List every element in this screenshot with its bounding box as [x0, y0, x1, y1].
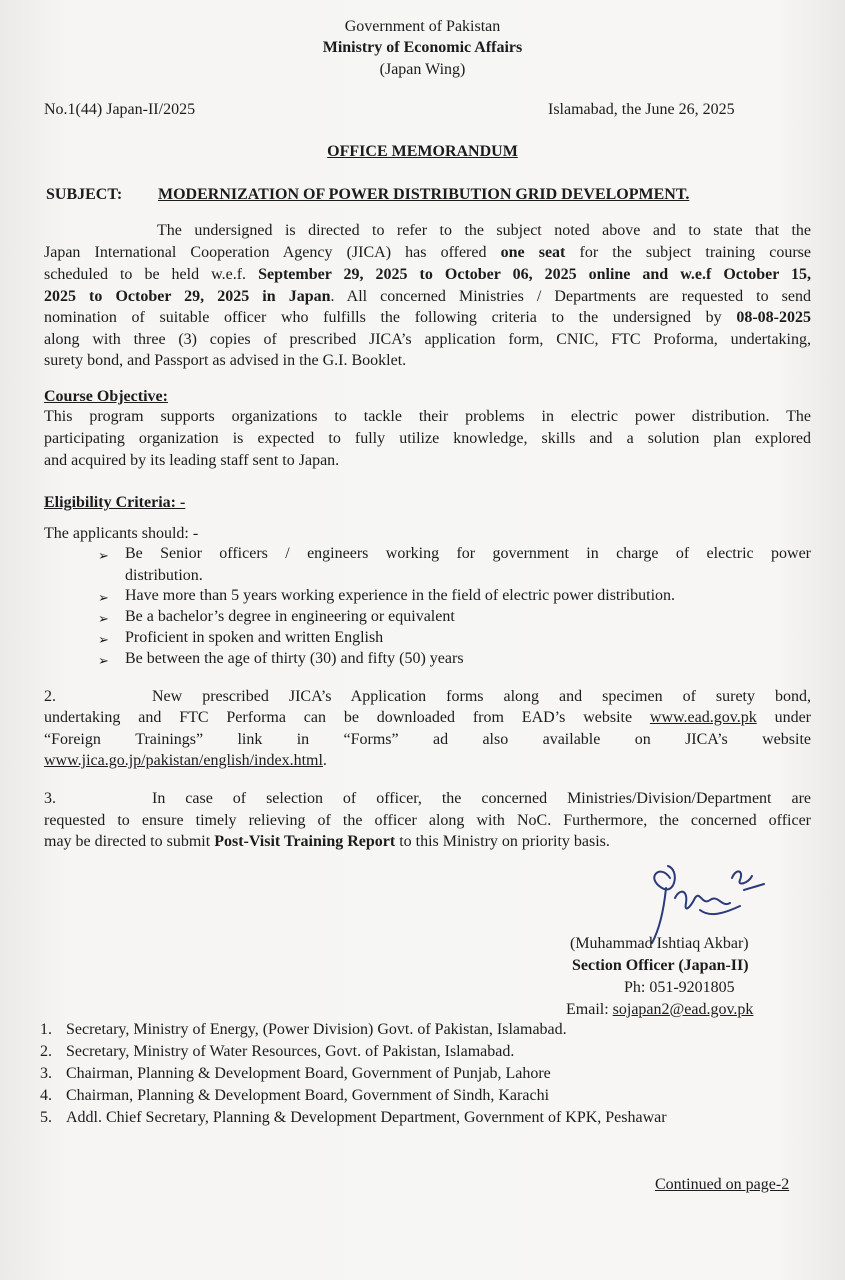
para2-line3-word: website [762, 731, 811, 748]
course-objective-heading: Course Objective: [44, 388, 168, 405]
distribution-item: Secretary, Ministry of Water Resources, Govt. of Pakistan, Islamabad. [66, 1043, 515, 1060]
reference-number: No.1(44) Japan-II/2025 [44, 101, 196, 118]
arrow-bullet-icon: ➢ [98, 653, 109, 668]
distribution-number: 5. [40, 1109, 52, 1126]
signatory-email-line: Email: sojapan2@ead.gov.pk [566, 1001, 754, 1018]
para2-number: 2. [44, 688, 56, 705]
para1-line4: 2025 to October 29, 2025 in Japan. All concerned Ministries / Departments are requested to send [44, 288, 811, 305]
eligibility-item-2: Have more than 5 years working experience in the field of electric power distribution. [125, 587, 676, 604]
para2-line4: www.jica.go.jp/pakistan/english/index.html. [44, 752, 327, 769]
para2-line3-word: link [237, 731, 263, 748]
header-government: Government of Pakistan [344, 18, 501, 35]
eligibility-heading: Eligibility Criteria: - [44, 494, 186, 511]
arrow-bullet-icon: ➢ [98, 632, 109, 647]
distribution-number: 2. [40, 1043, 52, 1060]
para2-line3 [44, 729, 811, 750]
para3-line1: In case of selection of officer, the concerned Ministries/Division/Department are [152, 790, 811, 807]
header-ministry: Ministry of Economic Affairs [322, 39, 523, 56]
para2-line3-word: available [542, 731, 601, 748]
para2-line3-word: “Foreign [44, 731, 101, 748]
distribution-number: 4. [40, 1087, 52, 1104]
course-objective-line3: and acquired by its leading staff sent to Japan. [44, 452, 340, 469]
distribution-item: Addl. Chief Secretary, Planning & Development Department, Government of KPK, Peshawar [66, 1109, 667, 1126]
distribution-number: 1. [40, 1021, 52, 1038]
para2-line3-word: in [296, 731, 310, 748]
para2-line3-word: ad [432, 731, 449, 748]
para2-line3-word: on [634, 731, 651, 748]
para1-line3: scheduled to be held w.e.f. September 29, 2025 to October 06, 2025 online and w.e.f October 15, [44, 266, 812, 283]
course-objective-line2: participating organization is expected to fully utilize knowledge, skills and a solution plan explored [44, 430, 811, 447]
para1-line6: along with three (3) copies of prescribed JICA’s application form, CNIC, FTC Proforma, undertaking, [44, 331, 811, 348]
subject-text: MODERNIZATION OF POWER DISTRIBUTION GRID DEVELOPMENT. [158, 186, 690, 203]
para3-line3: may be directed to submit Post-Visit Training Report to this Ministry on priority basis. [44, 833, 610, 850]
distribution-item: Secretary, Ministry of Energy, (Power Division) Govt. of Pakistan, Islamabad. [66, 1021, 567, 1038]
arrow-bullet-icon: ➢ [98, 611, 109, 626]
para2-line1: New prescribed JICA’s Application forms along and specimen of surety bond, [152, 688, 811, 705]
arrow-bullet-icon: ➢ [98, 548, 109, 563]
para1-line7: surety bond, and Passport as advised in the G.I. Booklet. [44, 352, 407, 369]
para2-line3-word: “Forms” [343, 731, 399, 748]
para2-line3-word: Trainings” [135, 731, 204, 748]
eligibility-item-5: Be between the age of thirty (30) and fifty (50) years [125, 650, 464, 667]
place-date: Islamabad, the June 26, 2025 [548, 101, 735, 118]
signatory-name: (Muhammad Ishtiaq Akbar) [570, 935, 749, 952]
jica-website-link[interactable]: www.jica.go.jp/pakistan/english/index.html [44, 752, 323, 769]
distribution-item: Chairman, Planning & Development Board, Government of Sindh, Karachi [66, 1087, 550, 1104]
eligibility-item-3: Be a bachelor’s degree in engineering or equivalent [125, 608, 455, 625]
continued-note: Continued on page-2 [655, 1176, 790, 1193]
para1-line1: The undersigned is directed to refer to the subject noted above and to state that the [157, 222, 811, 239]
course-objective-line1: This program supports organizations to tackle their problems in electric power distribution. The [44, 408, 811, 425]
arrow-bullet-icon: ➢ [98, 590, 109, 605]
para1-line2: Japan International Cooperation Agency (JICA) has offered one seat for the subject training course [44, 244, 812, 261]
para2-line2: undertaking and FTC Performa can be downloaded from EAD’s website www.ead.gov.pk under [44, 709, 811, 726]
memo-title: OFFICE MEMORANDUM [327, 143, 518, 160]
para3-line2: requested to ensure timely relieving of the officer along with NoC. Furthermore, the concerned officer [44, 812, 811, 829]
signatory-designation: Section Officer (Japan-II) [572, 957, 749, 974]
email-link[interactable]: sojapan2@ead.gov.pk [612, 1001, 754, 1018]
para2-line3-word: JICA’s [685, 731, 728, 748]
signatory-phone: Ph: 051-9201805 [624, 979, 735, 996]
eligibility-intro: The applicants should: - [44, 525, 199, 542]
distribution-number: 3. [40, 1065, 52, 1082]
eligibility-item-1: Be Senior officers / engineers working for government in charge of electric power [125, 545, 811, 562]
distribution-item: Chairman, Planning & Development Board, Government of Punjab, Lahore [66, 1065, 551, 1082]
subject-label: SUBJECT: [46, 186, 123, 203]
para3-number: 3. [44, 790, 56, 807]
para1-line5: nomination of suitable officer who fulfills the following criteria to the undersigned by 08-08-2025 [44, 309, 811, 326]
eligibility-item-4: Proficient in spoken and written English [125, 629, 384, 646]
ead-website-link[interactable]: www.ead.gov.pk [649, 709, 757, 726]
para2-line3-word: also [482, 731, 509, 748]
header-wing: (Japan Wing) [379, 61, 466, 78]
eligibility-item-1-cont: distribution. [125, 567, 203, 584]
